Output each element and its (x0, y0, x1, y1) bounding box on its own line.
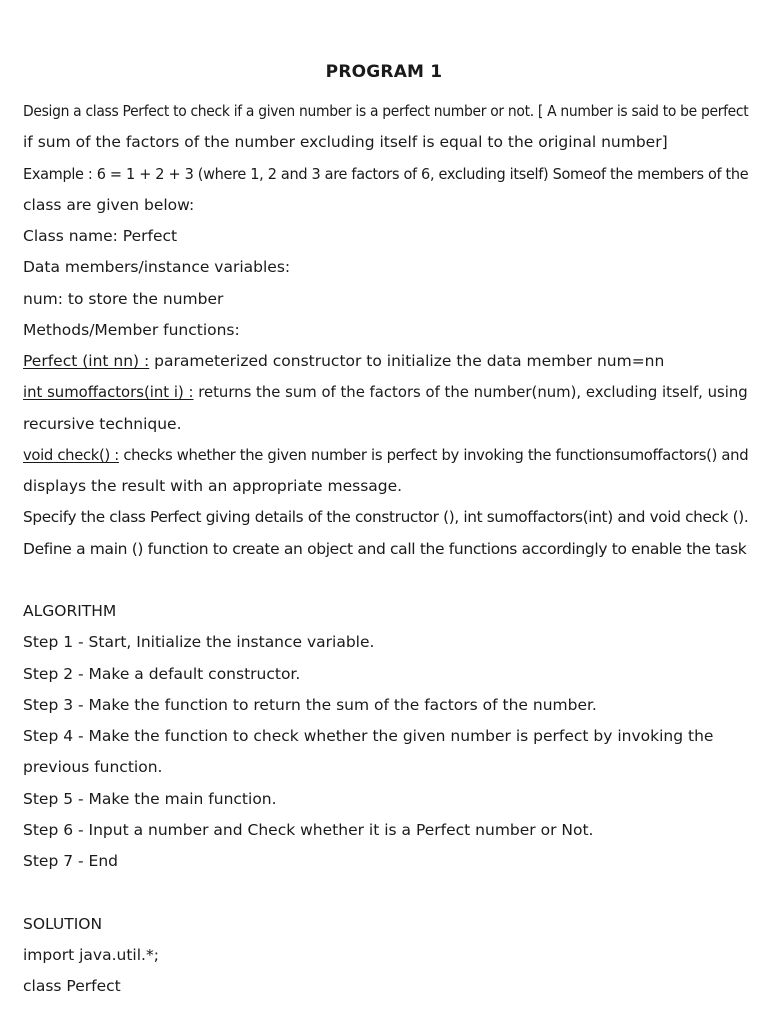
algorithm-step-cont: previous function. (23, 758, 163, 777)
algorithm-step: Step 6 - Input a number and Check whether it is a Perfect number or Not. (23, 820, 594, 839)
data-member-num: num: to store the number (23, 289, 224, 308)
method-description-cont: displays the result with an appropriate message. (23, 477, 403, 495)
document-body (23, 96, 748, 1002)
method-signature: void check() : (23, 445, 119, 464)
problem-line: Design a class Perfect to check if a given number is a perfect number or not. [ A number is said to be perfect (23, 102, 749, 120)
algorithm-step: Step 3 - Make the function to return the sum of the factors of the number. (23, 695, 597, 714)
method-description: parameterized constructor to initialize the data member num=nn (149, 352, 665, 370)
method-constructor (23, 346, 748, 377)
method-check (23, 440, 749, 471)
algorithm-heading: ALGORITHM (23, 602, 117, 620)
algorithm-step: Step 2 - Make a default constructor. (23, 664, 301, 683)
code-line: class Perfect (23, 977, 121, 995)
spacer (23, 877, 748, 908)
page-title: PROGRAM 1 (325, 62, 443, 82)
define-main-line: Define a main () function to create an object and call the functions accordingly to enable the task (23, 539, 747, 558)
problem-line: if sum of the factors of the number excluding itself is equal to the original number] (23, 133, 668, 152)
algorithm-step: Step 5 - Make the main function. (23, 789, 277, 808)
code-line: import java.util.*; (23, 945, 159, 964)
algorithm-step: Step 7 - End (23, 852, 118, 870)
method-description-cont: recursive technique. (23, 414, 182, 433)
specify-line: Specify the class Perfect giving details of the constructor (), int sumoffactors(int) and void check (). (23, 508, 749, 527)
methods-heading: Methods/Member functions: (23, 320, 240, 339)
spacer (23, 565, 748, 596)
class-name-line: Class name: Perfect (23, 227, 178, 245)
method-description: returns the sum of the factors of the number(num), excluding itself, using (193, 383, 748, 402)
problem-line: Example : 6 = 1 + 2 + 3 (where 1, 2 and 3 are factors of 6, excluding itself) Someof the members of the (23, 164, 749, 183)
method-signature: int sumoffactors(int i) : (23, 383, 194, 402)
method-signature: Perfect (int nn) : (23, 352, 150, 370)
solution-heading: SOLUTION (23, 914, 103, 933)
method-description: checks whether the given number is perfect by invoking the functionsumoffactors() and (118, 445, 749, 464)
algorithm-step: Step 4 - Make the function to check whether the given number is perfect by invoking the (23, 727, 714, 745)
method-sumoffactors (23, 377, 748, 408)
data-members-heading: Data members/instance variables: (23, 258, 291, 277)
algorithm-step: Step 1 - Start, Initialize the instance variable. (23, 633, 375, 652)
problem-line: class are given below: (23, 195, 195, 214)
